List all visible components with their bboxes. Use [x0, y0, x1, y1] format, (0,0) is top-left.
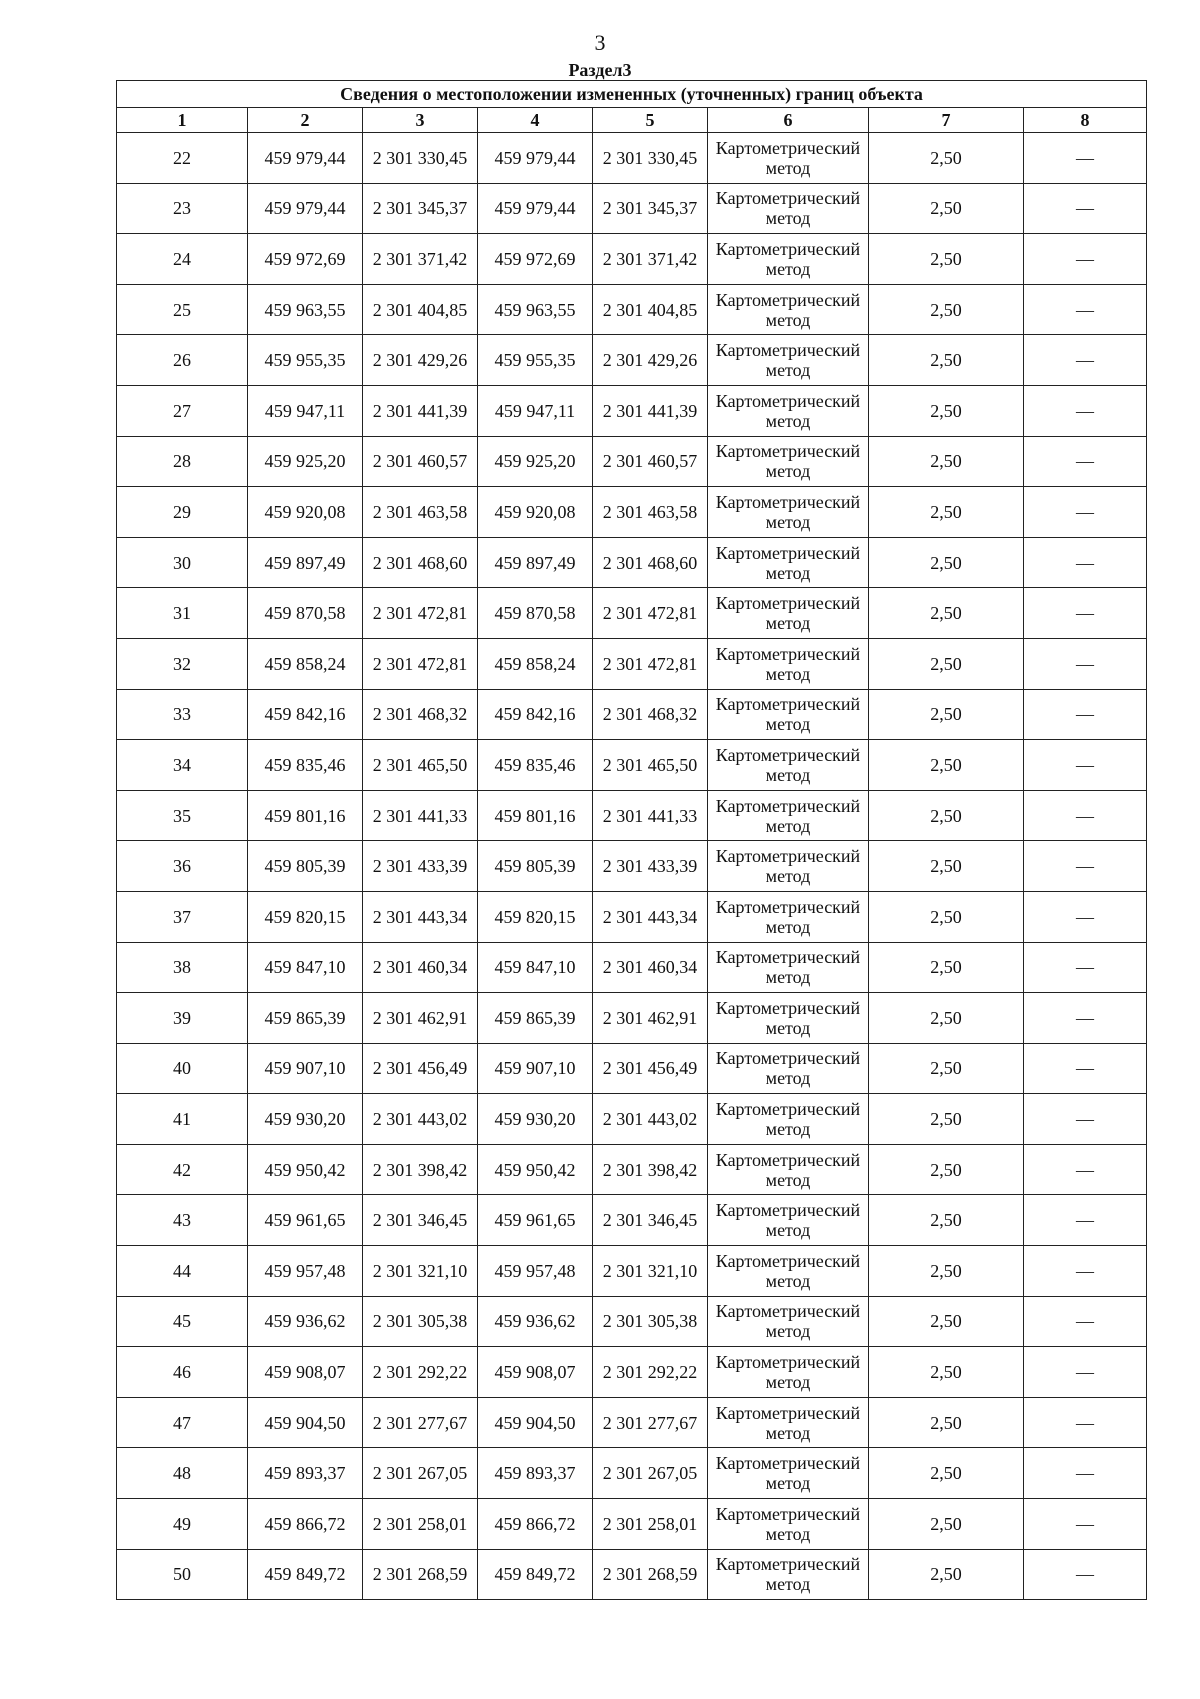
point-number-cell: 42	[117, 1144, 248, 1195]
point-number-cell: 34	[117, 740, 248, 791]
refined-y-cell: 2 301 433,39	[593, 841, 708, 892]
note-cell: —	[1024, 1549, 1147, 1600]
column-number: 6	[708, 108, 869, 133]
refined-y-cell: 2 301 346,45	[593, 1195, 708, 1246]
existing-x-cell: 459 847,10	[248, 942, 363, 993]
point-number-cell: 31	[117, 588, 248, 639]
note-cell: —	[1024, 1144, 1147, 1195]
refined-y-cell: 2 301 443,02	[593, 1094, 708, 1145]
refined-x-cell: 459 835,46	[478, 740, 593, 791]
table-row	[117, 1549, 1147, 1600]
column-number: 1	[117, 108, 248, 133]
accuracy-cell: 2,50	[869, 1043, 1024, 1094]
existing-y-cell: 2 301 460,34	[363, 942, 478, 993]
accuracy-cell: 2,50	[869, 385, 1024, 436]
refined-y-cell: 2 301 441,33	[593, 790, 708, 841]
point-number-cell: 26	[117, 335, 248, 386]
table-row	[117, 183, 1147, 234]
accuracy-cell: 2,50	[869, 133, 1024, 184]
existing-y-cell: 2 301 277,67	[363, 1397, 478, 1448]
accuracy-cell: 2,50	[869, 1347, 1024, 1398]
note-cell: —	[1024, 537, 1147, 588]
column-number-row	[117, 108, 1147, 133]
table-row	[117, 487, 1147, 538]
refined-y-cell: 2 301 460,34	[593, 942, 708, 993]
refined-y-cell: 2 301 321,10	[593, 1246, 708, 1297]
existing-y-cell: 2 301 267,05	[363, 1448, 478, 1499]
existing-y-cell: 2 301 460,57	[363, 436, 478, 487]
refined-y-cell: 2 301 330,45	[593, 133, 708, 184]
table-row	[117, 1246, 1147, 1297]
method-cell: Картометрический метод	[708, 1296, 869, 1347]
refined-y-cell: 2 301 258,01	[593, 1499, 708, 1550]
note-cell: —	[1024, 385, 1147, 436]
existing-y-cell: 2 301 268,59	[363, 1549, 478, 1600]
column-number: 8	[1024, 108, 1147, 133]
existing-y-cell: 2 301 398,42	[363, 1144, 478, 1195]
refined-y-cell: 2 301 460,57	[593, 436, 708, 487]
method-cell: Картометрический метод	[708, 335, 869, 386]
table-row	[117, 1043, 1147, 1094]
accuracy-cell: 2,50	[869, 689, 1024, 740]
table-row	[117, 588, 1147, 639]
note-cell: —	[1024, 740, 1147, 791]
column-number: 3	[363, 108, 478, 133]
refined-x-cell: 459 907,10	[478, 1043, 593, 1094]
point-number-cell: 40	[117, 1043, 248, 1094]
note-cell: —	[1024, 133, 1147, 184]
refined-y-cell: 2 301 468,32	[593, 689, 708, 740]
point-number-cell: 30	[117, 537, 248, 588]
method-cell: Картометрический метод	[708, 1549, 869, 1600]
accuracy-cell: 2,50	[869, 537, 1024, 588]
table-row	[117, 436, 1147, 487]
refined-y-cell: 2 301 268,59	[593, 1549, 708, 1600]
table-caption: Сведения о местоположении измененных (уточненных) границ объекта	[117, 81, 1147, 108]
method-cell: Картометрический метод	[708, 689, 869, 740]
accuracy-cell: 2,50	[869, 1499, 1024, 1550]
point-number-cell: 38	[117, 942, 248, 993]
method-cell: Картометрический метод	[708, 234, 869, 285]
existing-x-cell: 459 936,62	[248, 1296, 363, 1347]
accuracy-cell: 2,50	[869, 1448, 1024, 1499]
refined-y-cell: 2 301 345,37	[593, 183, 708, 234]
method-cell: Картометрический метод	[708, 891, 869, 942]
table-row	[117, 335, 1147, 386]
method-cell: Картометрический метод	[708, 385, 869, 436]
point-number-cell: 50	[117, 1549, 248, 1600]
point-number-cell: 37	[117, 891, 248, 942]
note-cell: —	[1024, 1397, 1147, 1448]
table-row	[117, 284, 1147, 335]
method-cell: Картометрический метод	[708, 1094, 869, 1145]
table-row	[117, 1094, 1147, 1145]
point-number-cell: 36	[117, 841, 248, 892]
refined-x-cell: 459 955,35	[478, 335, 593, 386]
existing-x-cell: 459 820,15	[248, 891, 363, 942]
method-cell: Картометрический метод	[708, 537, 869, 588]
refined-x-cell: 459 961,65	[478, 1195, 593, 1246]
existing-x-cell: 459 897,49	[248, 537, 363, 588]
note-cell: —	[1024, 790, 1147, 841]
existing-x-cell: 459 865,39	[248, 993, 363, 1044]
existing-y-cell: 2 301 429,26	[363, 335, 478, 386]
method-cell: Картометрический метод	[708, 284, 869, 335]
refined-x-cell: 459 947,11	[478, 385, 593, 436]
existing-x-cell: 459 925,20	[248, 436, 363, 487]
note-cell: —	[1024, 638, 1147, 689]
existing-y-cell: 2 301 371,42	[363, 234, 478, 285]
existing-x-cell: 459 972,69	[248, 234, 363, 285]
point-number-cell: 41	[117, 1094, 248, 1145]
note-cell: —	[1024, 1347, 1147, 1398]
table-row	[117, 1347, 1147, 1398]
accuracy-cell: 2,50	[869, 335, 1024, 386]
table-row	[117, 537, 1147, 588]
point-number-cell: 25	[117, 284, 248, 335]
existing-y-cell: 2 301 441,33	[363, 790, 478, 841]
note-cell: —	[1024, 841, 1147, 892]
point-number-cell: 48	[117, 1448, 248, 1499]
accuracy-cell: 2,50	[869, 993, 1024, 1044]
refined-y-cell: 2 301 465,50	[593, 740, 708, 791]
existing-x-cell: 459 842,16	[248, 689, 363, 740]
note-cell: —	[1024, 487, 1147, 538]
point-number-cell: 35	[117, 790, 248, 841]
column-number: 4	[478, 108, 593, 133]
table-row	[117, 689, 1147, 740]
existing-x-cell: 459 904,50	[248, 1397, 363, 1448]
refined-y-cell: 2 301 429,26	[593, 335, 708, 386]
note-cell: —	[1024, 436, 1147, 487]
table-row	[117, 1397, 1147, 1448]
note-cell: —	[1024, 1246, 1147, 1297]
existing-x-cell: 459 893,37	[248, 1448, 363, 1499]
method-cell: Картометрический метод	[708, 487, 869, 538]
refined-y-cell: 2 301 468,60	[593, 537, 708, 588]
table-row	[117, 385, 1147, 436]
method-cell: Картометрический метод	[708, 790, 869, 841]
method-cell: Картометрический метод	[708, 841, 869, 892]
existing-y-cell: 2 301 433,39	[363, 841, 478, 892]
table-caption-row	[117, 81, 1147, 108]
note-cell: —	[1024, 1094, 1147, 1145]
refined-x-cell: 459 957,48	[478, 1246, 593, 1297]
refined-x-cell: 459 805,39	[478, 841, 593, 892]
refined-y-cell: 2 301 371,42	[593, 234, 708, 285]
existing-x-cell: 459 835,46	[248, 740, 363, 791]
accuracy-cell: 2,50	[869, 1549, 1024, 1600]
refined-y-cell: 2 301 277,67	[593, 1397, 708, 1448]
table-row	[117, 1195, 1147, 1246]
page-number: 3	[594, 30, 606, 55]
accuracy-cell: 2,50	[869, 284, 1024, 335]
existing-x-cell: 459 955,35	[248, 335, 363, 386]
accuracy-cell: 2,50	[869, 1094, 1024, 1145]
refined-x-cell: 459 963,55	[478, 284, 593, 335]
point-number-cell: 27	[117, 385, 248, 436]
existing-x-cell: 459 950,42	[248, 1144, 363, 1195]
existing-x-cell: 459 870,58	[248, 588, 363, 639]
refined-x-cell: 459 842,16	[478, 689, 593, 740]
existing-x-cell: 459 979,44	[248, 183, 363, 234]
point-number-cell: 46	[117, 1347, 248, 1398]
refined-x-cell: 459 979,44	[478, 133, 593, 184]
existing-x-cell: 459 866,72	[248, 1499, 363, 1550]
note-cell: —	[1024, 1448, 1147, 1499]
existing-y-cell: 2 301 468,32	[363, 689, 478, 740]
refined-x-cell: 459 801,16	[478, 790, 593, 841]
accuracy-cell: 2,50	[869, 1144, 1024, 1195]
existing-x-cell: 459 963,55	[248, 284, 363, 335]
point-number-cell: 23	[117, 183, 248, 234]
method-cell: Картометрический метод	[708, 638, 869, 689]
existing-x-cell: 459 849,72	[248, 1549, 363, 1600]
existing-x-cell: 459 957,48	[248, 1246, 363, 1297]
table-row	[117, 1448, 1147, 1499]
method-cell: Картометрический метод	[708, 436, 869, 487]
column-number: 7	[869, 108, 1024, 133]
note-cell: —	[1024, 689, 1147, 740]
refined-x-cell: 459 847,10	[478, 942, 593, 993]
existing-y-cell: 2 301 330,45	[363, 133, 478, 184]
refined-x-cell: 459 870,58	[478, 588, 593, 639]
column-number: 2	[248, 108, 363, 133]
refined-y-cell: 2 301 443,34	[593, 891, 708, 942]
accuracy-cell: 2,50	[869, 436, 1024, 487]
table-row	[117, 993, 1147, 1044]
refined-x-cell: 459 849,72	[478, 1549, 593, 1600]
existing-x-cell: 459 907,10	[248, 1043, 363, 1094]
refined-x-cell: 459 908,07	[478, 1347, 593, 1398]
accuracy-cell: 2,50	[869, 790, 1024, 841]
refined-y-cell: 2 301 398,42	[593, 1144, 708, 1195]
accuracy-cell: 2,50	[869, 841, 1024, 892]
existing-y-cell: 2 301 463,58	[363, 487, 478, 538]
method-cell: Картометрический метод	[708, 1448, 869, 1499]
point-number-cell: 43	[117, 1195, 248, 1246]
point-number-cell: 45	[117, 1296, 248, 1347]
note-cell: —	[1024, 284, 1147, 335]
method-cell: Картометрический метод	[708, 1246, 869, 1297]
existing-y-cell: 2 301 468,60	[363, 537, 478, 588]
accuracy-cell: 2,50	[869, 183, 1024, 234]
refined-x-cell: 459 950,42	[478, 1144, 593, 1195]
existing-x-cell: 459 801,16	[248, 790, 363, 841]
existing-x-cell: 459 961,65	[248, 1195, 363, 1246]
refined-x-cell: 459 897,49	[478, 537, 593, 588]
point-number-cell: 28	[117, 436, 248, 487]
note-cell: —	[1024, 234, 1147, 285]
table-body	[117, 133, 1147, 1600]
point-number-cell: 32	[117, 638, 248, 689]
note-cell: —	[1024, 1499, 1147, 1550]
point-number-cell: 44	[117, 1246, 248, 1297]
refined-x-cell: 459 820,15	[478, 891, 593, 942]
existing-y-cell: 2 301 345,37	[363, 183, 478, 234]
refined-x-cell: 459 920,08	[478, 487, 593, 538]
method-cell: Картометрический метод	[708, 1195, 869, 1246]
refined-x-cell: 459 972,69	[478, 234, 593, 285]
note-cell: —	[1024, 588, 1147, 639]
existing-x-cell: 459 930,20	[248, 1094, 363, 1145]
accuracy-cell: 2,50	[869, 1195, 1024, 1246]
note-cell: —	[1024, 1043, 1147, 1094]
table-row	[117, 891, 1147, 942]
method-cell: Картометрический метод	[708, 993, 869, 1044]
method-cell: Картометрический метод	[708, 740, 869, 791]
existing-y-cell: 2 301 465,50	[363, 740, 478, 791]
point-number-cell: 29	[117, 487, 248, 538]
note-cell: —	[1024, 1195, 1147, 1246]
method-cell: Картометрический метод	[708, 1397, 869, 1448]
table-row	[117, 942, 1147, 993]
point-number-cell: 33	[117, 689, 248, 740]
point-number-cell: 22	[117, 133, 248, 184]
existing-y-cell: 2 301 292,22	[363, 1347, 478, 1398]
existing-y-cell: 2 301 443,02	[363, 1094, 478, 1145]
point-number-cell: 47	[117, 1397, 248, 1448]
accuracy-cell: 2,50	[869, 1397, 1024, 1448]
table-row	[117, 1296, 1147, 1347]
method-cell: Картометрический метод	[708, 588, 869, 639]
accuracy-cell: 2,50	[869, 234, 1024, 285]
column-number: 5	[593, 108, 708, 133]
table-row	[117, 234, 1147, 285]
refined-y-cell: 2 301 462,91	[593, 993, 708, 1044]
existing-y-cell: 2 301 443,34	[363, 891, 478, 942]
existing-x-cell: 459 805,39	[248, 841, 363, 892]
existing-y-cell: 2 301 258,01	[363, 1499, 478, 1550]
note-cell: —	[1024, 942, 1147, 993]
accuracy-cell: 2,50	[869, 638, 1024, 689]
method-cell: Картометрический метод	[708, 1499, 869, 1550]
refined-y-cell: 2 301 472,81	[593, 638, 708, 689]
point-number-cell: 49	[117, 1499, 248, 1550]
accuracy-cell: 2,50	[869, 588, 1024, 639]
table-row	[117, 1499, 1147, 1550]
refined-x-cell: 459 858,24	[478, 638, 593, 689]
accuracy-cell: 2,50	[869, 1246, 1024, 1297]
note-cell: —	[1024, 183, 1147, 234]
existing-y-cell: 2 301 305,38	[363, 1296, 478, 1347]
table-row	[117, 133, 1147, 184]
table-row	[117, 1144, 1147, 1195]
refined-y-cell: 2 301 456,49	[593, 1043, 708, 1094]
refined-y-cell: 2 301 463,58	[593, 487, 708, 538]
existing-x-cell: 459 947,11	[248, 385, 363, 436]
coordinates-table	[116, 80, 1147, 1600]
method-cell: Картометрический метод	[708, 183, 869, 234]
existing-x-cell: 459 908,07	[248, 1347, 363, 1398]
refined-x-cell: 459 925,20	[478, 436, 593, 487]
existing-x-cell: 459 858,24	[248, 638, 363, 689]
refined-y-cell: 2 301 292,22	[593, 1347, 708, 1398]
accuracy-cell: 2,50	[869, 891, 1024, 942]
table-row	[117, 740, 1147, 791]
table-row	[117, 790, 1147, 841]
accuracy-cell: 2,50	[869, 1296, 1024, 1347]
refined-y-cell: 2 301 472,81	[593, 588, 708, 639]
refined-x-cell: 459 904,50	[478, 1397, 593, 1448]
refined-x-cell: 459 866,72	[478, 1499, 593, 1550]
existing-y-cell: 2 301 462,91	[363, 993, 478, 1044]
existing-x-cell: 459 920,08	[248, 487, 363, 538]
existing-y-cell: 2 301 321,10	[363, 1246, 478, 1297]
section-title: Раздел3	[568, 60, 632, 80]
refined-y-cell: 2 301 305,38	[593, 1296, 708, 1347]
table-row	[117, 638, 1147, 689]
method-cell: Картометрический метод	[708, 942, 869, 993]
accuracy-cell: 2,50	[869, 487, 1024, 538]
method-cell: Картометрический метод	[708, 1043, 869, 1094]
refined-x-cell: 459 979,44	[478, 183, 593, 234]
refined-x-cell: 459 893,37	[478, 1448, 593, 1499]
point-number-cell: 24	[117, 234, 248, 285]
accuracy-cell: 2,50	[869, 740, 1024, 791]
method-cell: Картометрический метод	[708, 133, 869, 184]
existing-y-cell: 2 301 456,49	[363, 1043, 478, 1094]
existing-y-cell: 2 301 346,45	[363, 1195, 478, 1246]
method-cell: Картометрический метод	[708, 1347, 869, 1398]
note-cell: —	[1024, 1296, 1147, 1347]
refined-y-cell: 2 301 404,85	[593, 284, 708, 335]
existing-y-cell: 2 301 472,81	[363, 638, 478, 689]
table-row	[117, 841, 1147, 892]
note-cell: —	[1024, 335, 1147, 386]
accuracy-cell: 2,50	[869, 942, 1024, 993]
refined-y-cell: 2 301 441,39	[593, 385, 708, 436]
refined-y-cell: 2 301 267,05	[593, 1448, 708, 1499]
note-cell: —	[1024, 993, 1147, 1044]
point-number-cell: 39	[117, 993, 248, 1044]
refined-x-cell: 459 865,39	[478, 993, 593, 1044]
existing-y-cell: 2 301 404,85	[363, 284, 478, 335]
method-cell: Картометрический метод	[708, 1144, 869, 1195]
existing-x-cell: 459 979,44	[248, 133, 363, 184]
note-cell: —	[1024, 891, 1147, 942]
existing-y-cell: 2 301 472,81	[363, 588, 478, 639]
refined-x-cell: 459 936,62	[478, 1296, 593, 1347]
existing-y-cell: 2 301 441,39	[363, 385, 478, 436]
refined-x-cell: 459 930,20	[478, 1094, 593, 1145]
